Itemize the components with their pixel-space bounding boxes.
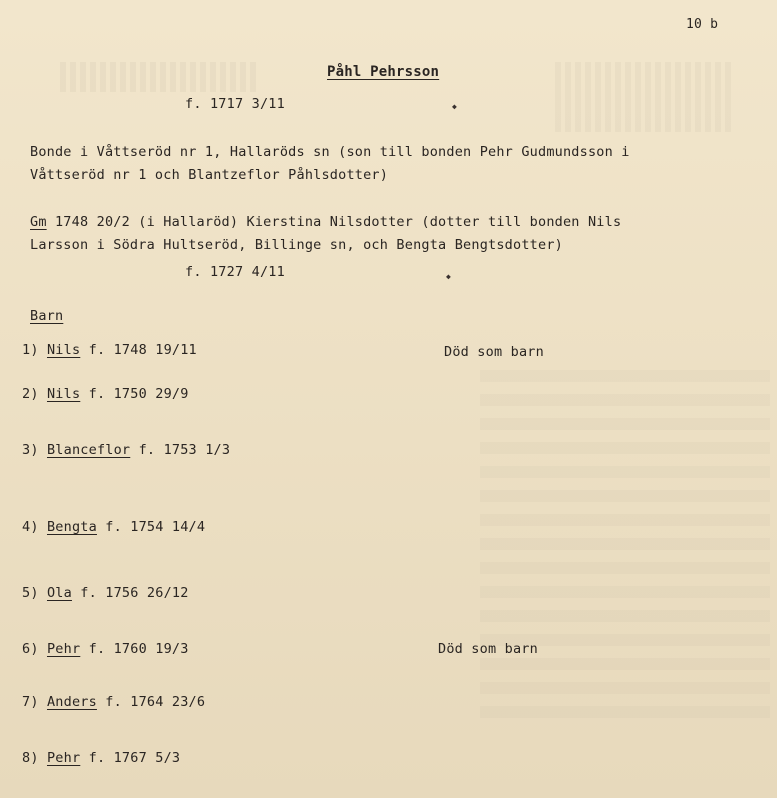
child-number: 5) xyxy=(22,585,39,601)
child-number: 8) xyxy=(22,750,39,766)
child-birth: f. 1756 26/12 xyxy=(80,585,189,601)
child-birth: f. 1754 14/4 xyxy=(105,519,206,535)
child-row xyxy=(22,585,189,601)
child-row xyxy=(22,386,189,402)
marriage-line1 xyxy=(30,214,621,230)
child-number: 2) xyxy=(22,386,39,402)
gm-label: Gm xyxy=(30,214,47,230)
show-through-smudge xyxy=(480,370,770,720)
child-birth: f. 1760 19/3 xyxy=(88,641,189,657)
child-note: Död som barn xyxy=(438,641,538,657)
child-row xyxy=(22,519,205,535)
marriage-text: 1748 20/2 (i Hallaröd) Kierstina Nilsdotter (dotter till bonden Nils xyxy=(46,214,622,230)
child-name: Pehr xyxy=(46,750,81,766)
child-name: Bengta xyxy=(46,519,97,535)
child-row xyxy=(22,641,189,657)
child-birth: f. 1750 29/9 xyxy=(88,386,189,402)
person-birth: f. 1717 3/11 xyxy=(185,96,285,112)
page-number: 10 b xyxy=(686,17,719,32)
dot-mark: ◆ xyxy=(452,102,457,111)
child-row xyxy=(22,750,180,766)
person-description-line1: Bonde i Våttseröd nr 1, Hallaröds sn (son till bonden Pehr Gudmundsson i xyxy=(30,144,630,160)
child-name: Ola xyxy=(46,585,72,601)
child-number: 4) xyxy=(22,519,39,535)
child-name: Pehr xyxy=(46,641,81,657)
child-row xyxy=(22,694,205,710)
children-heading: Barn xyxy=(30,308,64,324)
child-name: Nils xyxy=(46,342,81,358)
child-name: Nils xyxy=(46,386,81,402)
show-through-smudge xyxy=(60,62,260,92)
show-through-smudge xyxy=(555,62,735,132)
person-name: Påhl Pehrsson xyxy=(327,64,440,80)
spouse-birth: f. 1727 4/11 xyxy=(185,264,285,280)
child-number: 6) xyxy=(22,641,39,657)
child-birth: f. 1748 19/11 xyxy=(88,342,197,358)
child-number: 3) xyxy=(22,442,39,458)
child-row xyxy=(22,442,230,458)
child-name: Anders xyxy=(46,694,97,710)
child-birth: f. 1764 23/6 xyxy=(105,694,206,710)
marriage-line2: Larsson i Södra Hultseröd, Billinge sn, och Bengta Bengtsdotter) xyxy=(30,237,563,253)
child-number: 7) xyxy=(22,694,39,710)
child-note: Död som barn xyxy=(444,344,544,360)
child-birth: f. 1767 5/3 xyxy=(88,750,181,766)
child-birth: f. 1753 1/3 xyxy=(138,442,231,458)
dot-mark: ◆ xyxy=(446,272,451,281)
child-row xyxy=(22,342,197,358)
child-number: 1) xyxy=(22,342,39,358)
child-name: Blanceflor xyxy=(46,442,131,458)
person-description-line2: Våttseröd nr 1 och Blantzeflor Påhlsdotter) xyxy=(30,167,389,183)
